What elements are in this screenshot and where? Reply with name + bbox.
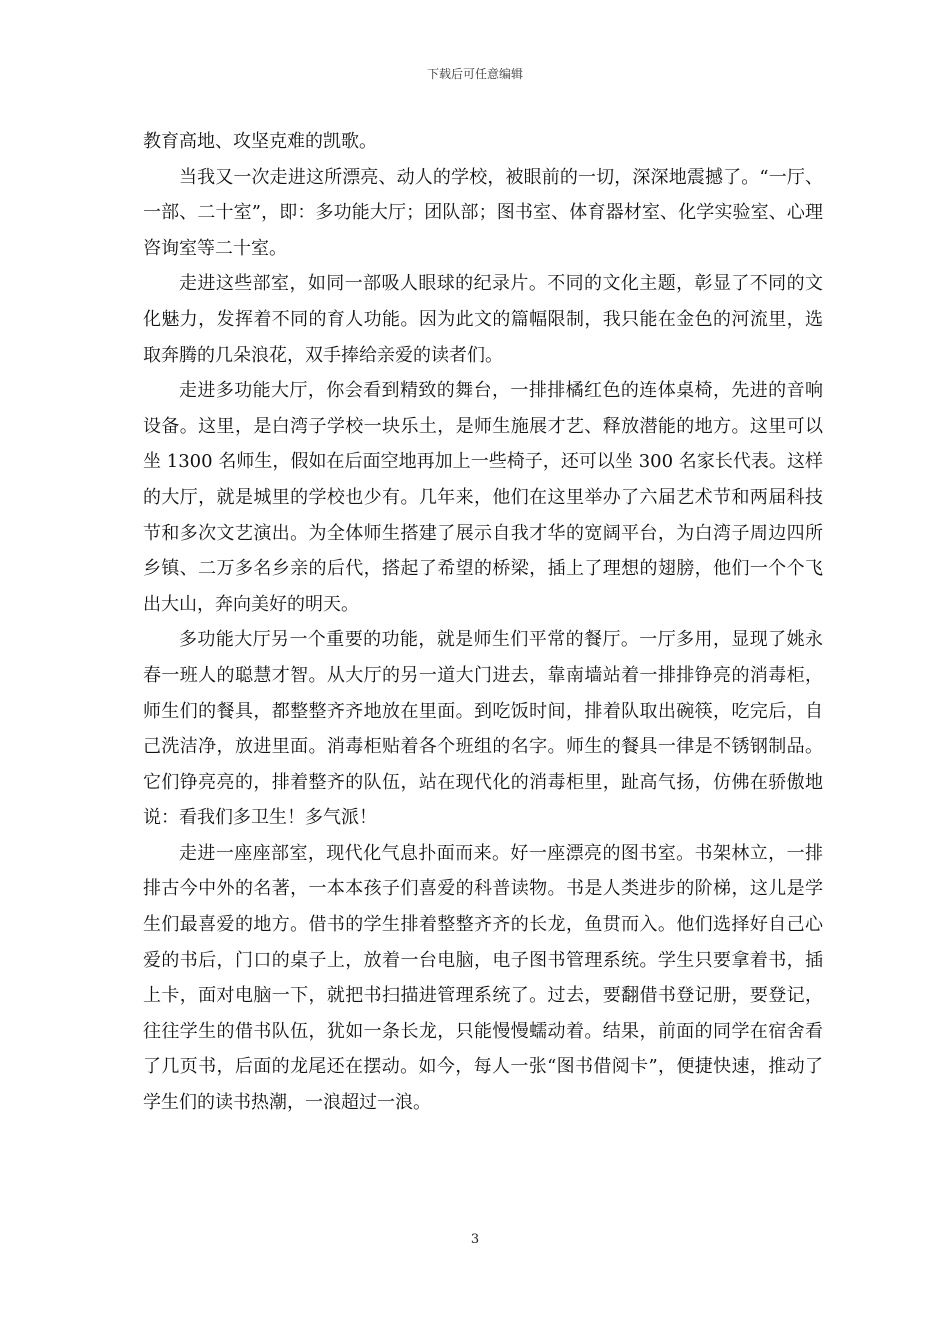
paragraph-4: 走进多功能大厅，你会看到精致的舞台，一排排橘红色的连体桌椅，先进的音响设备。这里，是白湾子学校一块乐土，是师生施展才艺、释放潜能的地方。这里可以坐 1300 名师生，假如在后面空地再加上一些椅子，还可以坐 300 名家长代表。这样的大厅，就是城里的学校也少有。几年来，他们在这里举办了六届艺术节和两届科技节和多次文艺演出。为全体师生搭建了展示自我才华的宽阔平台，为白湾子周边四所乡镇、二万多名乡亲的后代，搭起了希望的桥梁，插上了理想的翅膀，他们一个个飞出大山，奔向美好的明天。 xyxy=(143,380,823,615)
paragraph-2: 当我又一次走进这所漂亮、动人的学校，被眼前的一切，深深地震撼了。“一厅、一部、二十室”，即：多功能大厅；团队部；图书室、体育器材室、化学实验室、心理咨询室等二十室。 xyxy=(143,166,823,259)
paragraph-3: 走进这些部室，如同一部吸人眼球的纪录片。不同的文化主题，彰显了不同的文化魅力，发挥着不同的育人功能。因为此文的篇幅限制，我只能在金色的河流里，选取奔腾的几朵浪花，双手捧给亲爱的读者们。 xyxy=(143,273,823,366)
paragraph-6: 走进一座座部室，现代化气息扑面而来。好一座漂亮的图书室。书架林立，一排排古今中外的名著，一本本孩子们喜爱的科普读物。书是人类进步的阶梯，这儿是学生们最喜爱的地方。借书的学生排着整整齐齐的长龙，鱼贯而入。他们选择好自己心爱的书后，门口的桌子上，放着一台电脑，电子图书管理系统。学生只要拿着书，插上卡，面对电脑一下，就把书扫描进管理系统了。过去，要翻借书登记册，要登记，往往学生的借书队伍，犹如一条长龙，只能慢慢蠕动着。结果，前面的同学在宿舍看了几页书，后面的龙尾还在摆动。如今，每人一张“图书借阅卡”，便捷快速，推动了学生们的读书热潮，一浪超过一浪。 xyxy=(143,842,823,1114)
page-number: 3 xyxy=(470,1232,480,1247)
page-header: 下载后可任意编辑 xyxy=(426,67,523,81)
document-body xyxy=(143,124,823,1121)
paragraph-5: 多功能大厅另一个重要的功能，就是师生们平常的餐厅。一厅多用，显现了姚永春一班人的聪慧才智。从大厅的另一道大门进去，靠南墙站着一排排铮亮的消毒柜，师生们的餐具，都整整齐齐地放在里面。到吃饭时间，排着队取出碗筷，吃完后，自己洗洁净，放进里面。消毒柜贴着各个班组的名字。师生的餐具一律是不锈钢制品。它们铮亮亮的，排着整齐的队伍，站在现代化的消毒柜里，趾高气扬，仿佛在骄傲地说：看我们多卫生！多气派！ xyxy=(143,629,823,829)
paragraph-1: 教育高地、攻坚克难的凯歌。 xyxy=(143,131,377,152)
